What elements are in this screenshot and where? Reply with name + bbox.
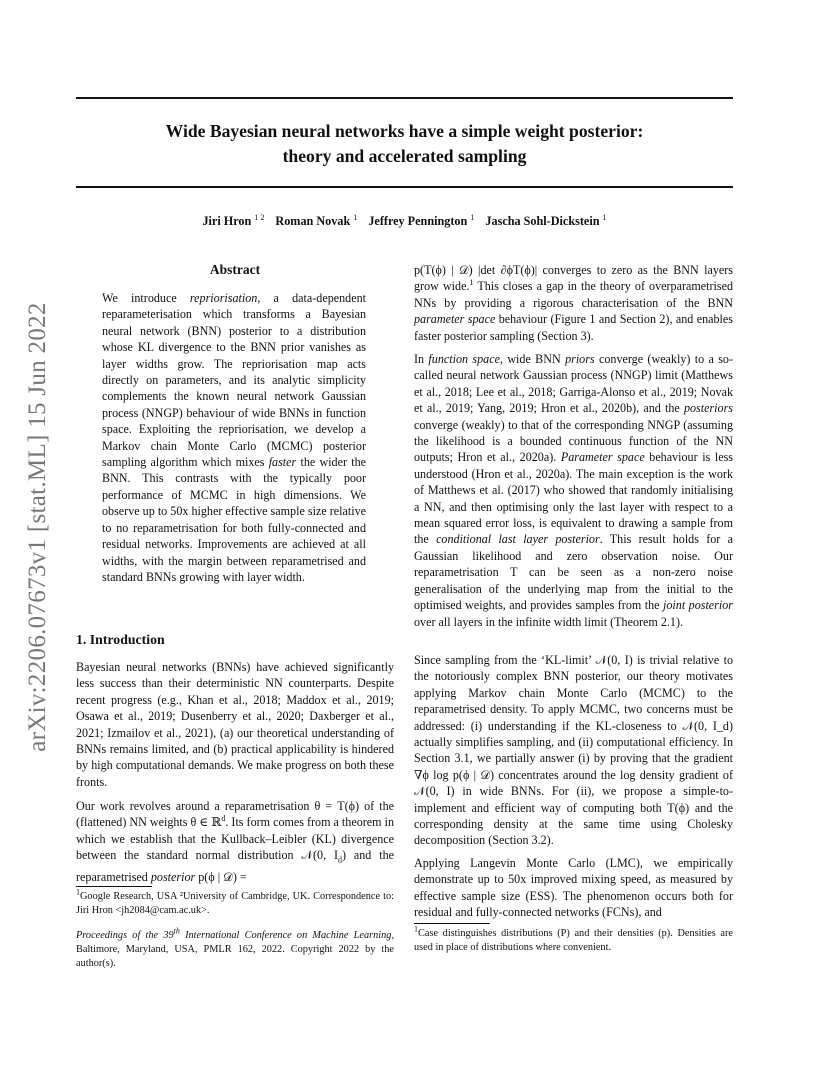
author-affiliation: 1 2	[254, 212, 265, 222]
footnote-divider-left	[76, 886, 152, 887]
author-name: Jascha Sohl-Dickstein	[485, 214, 600, 228]
abstract-body: We introduce repriorisation, a data-dependent reparameterisation which transforms a Bayesian neural network (BNN) posterior to a distribution whose KL divergence to the BNN prior vanishes as layer widths grow. The repriorisation map acts directly on parameters, and its analytic simplicity complements the known neural network Gaussian process (NNGP) behaviour of wide BNNs in function space. Exploiting the repriorisation, we develop a Markov chain Monte Carlo (MCMC) posterior sampling algorithm which mixes faster the wider the BNN. This contrasts with the typically poor performance of MCMC in high dimensions. We observe up to 50x higher effective sample size relative to no reparametrisation for both fully-connected and residual networks. Improvements are achieved at all widths, with the margin between reparametrised and standard BNNs growing with layer width.	[102, 291, 367, 584]
affiliation-footnote: $^1$Google Research, USA ²University of Cambridge, UK. Correspondence to: Jiri Hron <jh2084@cam.ac.uk>.	[76, 887, 394, 916]
author	[368, 214, 474, 228]
arxiv-sidebar	[18, 282, 58, 772]
author-name: Jiri Hron	[202, 214, 252, 228]
footnote-divider-right	[414, 923, 490, 924]
paper-title	[76, 119, 733, 169]
author-affiliation: 1	[470, 212, 475, 222]
author	[275, 214, 357, 228]
author-affiliation: 1	[602, 212, 607, 222]
case-footnote: $^1$Case distinguishes distributions (P) and their densities (p). Densities are used in place of distributions where convenient.	[414, 924, 733, 953]
author	[202, 214, 264, 228]
title-rule-top	[76, 97, 733, 99]
author-name: Jeffrey Pennington	[368, 214, 468, 228]
author-list	[76, 213, 733, 229]
proceedings-note: Proceedings of the 39th International Conference on Machine Learning, Baltimore, Maryland, USA, PMLR 162, 2022. Copyright 2022 by the author(s).	[76, 926, 395, 969]
abstract-heading: Abstract	[209, 262, 261, 277]
intro-paragraph-2: Our work revolves around a reparametrisation θ = T(ϕ) of the (flattened) NN weights θ ∈ ℝ$^d$. Its form comes from a theorem in which we establish that the Kullback–Leibler (KL) divergence between the standard normal distribution 𝒩(0, $I_d$) and the reparametrised posterior p(ϕ | 𝒟) =	[76, 799, 395, 885]
right-col-paragraph-function-space: In function space, wide BNN priors converge (weakly) to a so-called neural network Gaussian process (NNGP) limit (Matthews et al., 2018; Lee et al., 2018; Garriga-Alonso et al., 2019; Novak et al., 2019; Yang, 2019; Hron et al., 2020b), and the posteriors converge (weakly) to that of the corresponding NNGP (assuming the likelihood is a bounded continuous function of the NN outputs; Hron et al., 2020a). Parameter space behaviour is less understood (Hron et al., 2020a). The main exception is the work of Matthews et al. (2017) who showed that randomly initialising a NN, and then optimising only the last layer with respect to a mean squared error loss, is equivalent to drawing a sample from the conditional last layer posterior. This result holds for a Gaussian likelihood and zero observation noise. Our reparametrisation T can be seen as a non-zero noise generalisation of the underlying map from the initial to the optimised weights, and provides samples from the joint posterior over all layers in the infinite width limit (Theorem 2.1).	[414, 352, 733, 629]
author-name: Roman Novak	[275, 214, 351, 228]
title-line-2: theory and accelerated sampling	[282, 146, 527, 166]
right-col-paragraph-lmc: Applying Langevin Monte Carlo (LMC), we empirically demonstrate up to 50x improved mixing speed, as measured by effective sample size (ESS). The phenomenon occurs both for residual and fully-connected networks (FCNs), and	[414, 856, 733, 920]
right-col-paragraph-kl-limit: Since sampling from the ‘KL-limit’ 𝒩(0, I) is trivial relative to the notoriously complex BNN posterior, our theory motivates applying Markov chain Monte Carlo (MCMC) to the reparametrised density. To apply MCMC, two concerns must be addressed: (i) understanding if the KL-closeness to 𝒩(0, I_d) actually simplifies sampling, and (ii) computational efficiency. In Section 3.1, we partially answer (i) by proving that the gradient ∇ϕ log p(ϕ | 𝒟) concentrates around the log density gradient of 𝒩(0, I) in wide BNNs. For (ii), we propose a simple-to-implement and efficient way of computing both T(ϕ) and the corresponding density at the same time using Cholesky decomposition (Section 3.2).	[414, 653, 733, 848]
title-line-1: Wide Bayesian neural networks have a simple weight posterior:	[165, 121, 644, 141]
arxiv-id-label: arXiv:2206.07673v1 [stat.ML] 15 Jun 2022	[24, 302, 51, 752]
section-heading-introduction: 1. Introduction	[76, 632, 165, 647]
author	[485, 214, 606, 228]
intro-paragraph-1: Bayesian neural networks (BNNs) have achieved significantly less success than their deterministic NN counterparts. Despite recent progress (e.g., Khan et al., 2018; Maddox et al., 2019; Osawa et al., 2019; Dusenberry et al., 2020; Daxberger et al., 2021; Izmailov et al., 2021), (a) our theoretical understanding of BNNs remains limited, and (b) practical applicability is hindered by high computational demands. We make progress on both these fronts.	[76, 660, 394, 789]
author-affiliation: 1	[353, 212, 358, 222]
right-col-continuation: p(T(ϕ) | 𝒟) |det ∂ϕT(ϕ)| converges to zero as the BNN layers grow wide.$^1$ This closes a gap in the theory of overparametrised NNs by providing a rigorous characterisation of the BNN parameter space behaviour (Figure 1 and Section 2), and enables faster posterior sampling (Section 3).	[414, 263, 733, 343]
title-rule-bottom	[76, 186, 733, 188]
